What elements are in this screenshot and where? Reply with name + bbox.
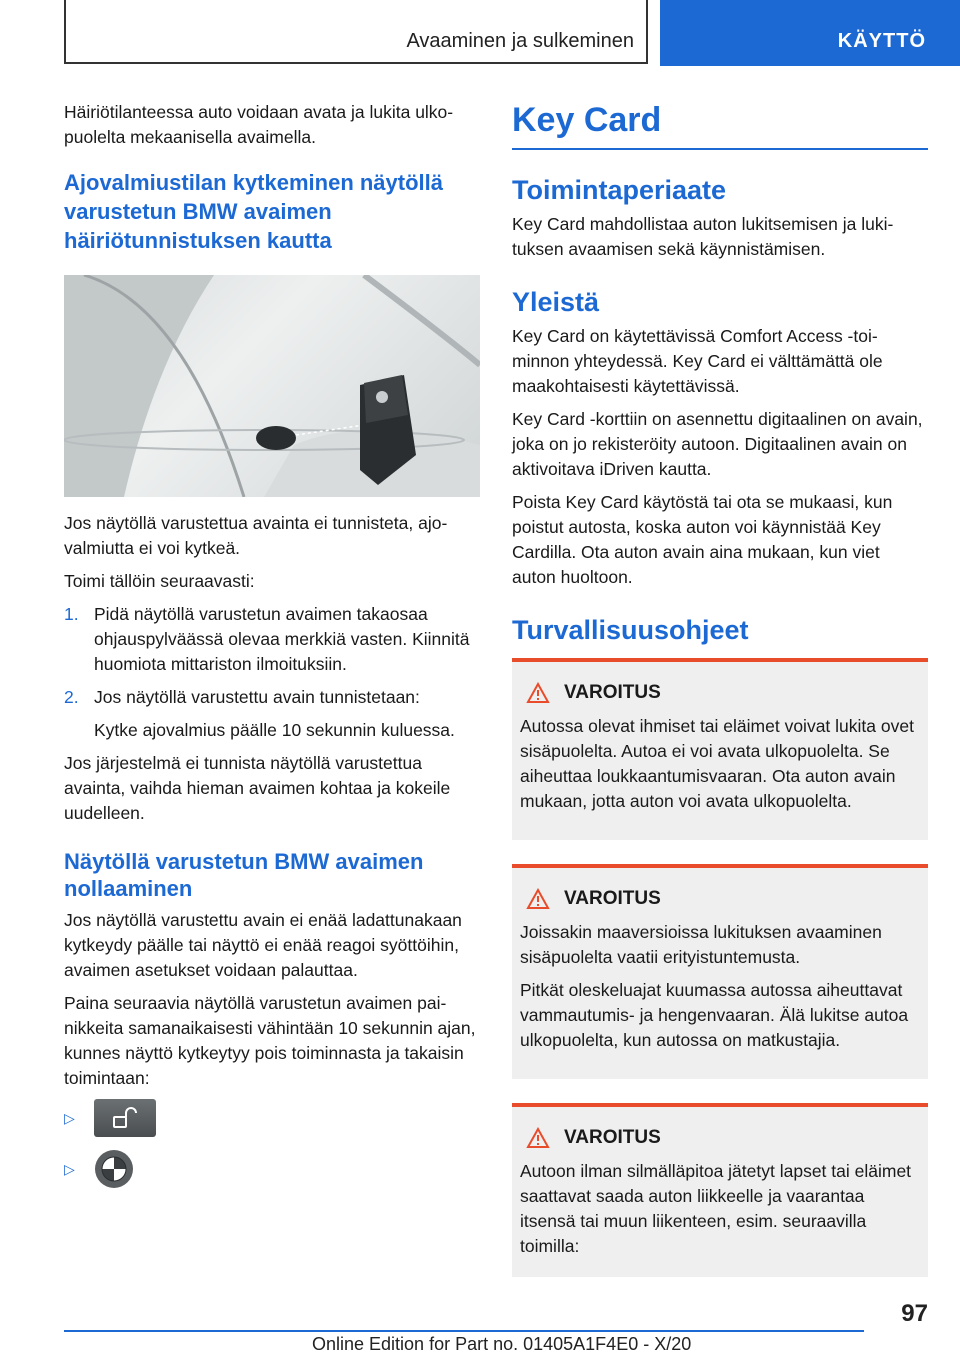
reset-paragraph-1: Jos näytöllä varustettu avain ei enää ladattunakaan kytkeydy päälle tai näyttö ei enää reagoi syöttöihin, avaimen asetukset voidaan palauttaa.	[64, 910, 462, 980]
warning-title: VAROITUS	[564, 682, 661, 703]
bullet-marker: ▷	[64, 1109, 75, 1126]
section-tab	[660, 0, 960, 66]
step2-subtext: Kytke ajovalmius päälle 10 sekunnin kuluessa.	[94, 720, 455, 740]
reset-paragraph-2: Paina seuraavia näytöllä varustetun avaimen painikkeita samanaikaisesti vähintään 10 sekunnin ajan, kunnes näyttö kytkeytyy pois toiminnasta ja takaisin toimintaan:	[64, 993, 476, 1088]
principle-paragraph: Key Card mahdollistaa auton lukitsemisen ja lukituksen avaamisen sekä käynnistämisen.	[512, 214, 894, 259]
warning-box	[512, 1103, 928, 1277]
chapter-title: Avaaminen ja sulkeminen	[406, 30, 634, 52]
steps-list	[64, 602, 480, 710]
then-paragraph: Toimi tällöin seuraavasti:	[64, 571, 255, 591]
bullet-unlock-button	[64, 1099, 480, 1137]
list-item: 2. Jos näytöllä varustettu avain tunnistetaan:	[64, 687, 420, 707]
not-recognized-paragraph: Jos näytöllä varustettua avainta ei tunnisteta, ajovalmiutta ei voi kytkeä.	[64, 513, 448, 558]
steering-column-photo	[64, 275, 480, 497]
warning-title: VAROITUS	[564, 1127, 661, 1148]
heading-general: Yleistä	[512, 287, 600, 317]
warning-header	[526, 682, 920, 704]
warning-box	[512, 658, 928, 840]
heading-key-card: Key Card	[512, 100, 928, 150]
footer-edition: Online Edition for Part no. 01405A1F4E0 - X/20	[312, 1334, 692, 1354]
warning-header	[526, 1127, 920, 1149]
bullet-marker: ▷	[64, 1160, 75, 1177]
warning-triangle-icon	[526, 888, 550, 910]
warning-text: Joissakin maaversioissa lukituksen avaaminen sisäpuolelta vaatii erityistuntemusta.	[520, 922, 882, 967]
heading-principle: Toimintaperiaate	[512, 175, 727, 205]
footer-divider	[64, 1330, 864, 1332]
warning-text: Autossa olevat ihmiset tai eläimet voivat lukita ovet sisäpuolelta. Autoa ei voi avata ulkopuolelta. Se aiheuttaa loukkaantumisvaaran. Ota auton avain mukaan, jotta auton voi avata ulkopuolelta.	[520, 716, 914, 811]
heading-activate: Ajovalmiustilan kytkeminen näytöllä varustetun BMW avaimen häiriötunnistuksen kautta	[64, 170, 444, 253]
header-box	[64, 0, 648, 64]
warning-triangle-icon	[526, 1127, 550, 1149]
warning-triangle-icon	[526, 682, 550, 704]
page-header	[0, 0, 960, 68]
retry-paragraph: Jos järjestelmä ei tunnista näytöllä varustettua avainta, vaihda hieman avaimen kohtaa ja kokeile uudelleen.	[64, 753, 451, 823]
heading-safety: Turvallisuusohjeet	[512, 615, 749, 645]
bullet-bmw-button	[64, 1149, 480, 1189]
warning-text: Pitkät oleskeluajat kuumassa autossa aiheuttavat vammautumis- ja hengenvaaran. Älä lukitse autoa ulkopuolelta, kun autossa on matkustajia.	[520, 980, 909, 1050]
general-paragraph-3: Poista Key Card käytöstä tai ota se mukaasi, kun poistut autosta, koska auton voi käynnistää Key Cardilla. Ota auton avain aina mukaan, kun viet auton huoltoon.	[512, 492, 893, 587]
intro-paragraph: Häiriötilanteessa auto voidaan avata ja lukita ulkopuolelta mekaanisella avaimella.	[64, 102, 454, 147]
left-column	[64, 100, 480, 1201]
heading-reset: Näytöllä varustetun BMW avaimen nollaaminen	[64, 849, 424, 901]
list-item: 1. Pidä näytöllä varustetun avaimen takaosaa ohjauspylväässä olevaa merkkiä vasten. Kiinnitä huomiota mittariston ilmoituksiin.	[64, 604, 470, 674]
bmw-logo-icon	[94, 1149, 134, 1189]
warning-header	[526, 888, 920, 910]
unlock-icon	[94, 1099, 156, 1137]
warning-text: Autoon ilman silmälläpitoa jätetyt lapset tai eläimet saattavat saada auton liikkeelle ja vaarantaa itsensä tai muun liikenteen, esim. seuraavilla toimilla:	[520, 1161, 912, 1256]
right-column	[512, 100, 928, 1277]
section-label: KÄYTTÖ	[837, 30, 926, 52]
warning-box	[512, 864, 928, 1079]
page-number: 97	[901, 1300, 928, 1327]
general-paragraph-1: Key Card on käytettävissä Comfort Access -toiminnon yhteydessä. Key Card ei välttämättä ole maakohtaisesti käytettävissä.	[512, 326, 883, 396]
warning-title: VAROITUS	[564, 888, 661, 909]
general-paragraph-2: Key Card -korttiin on asennettu digitaalinen on avain, joka on jo rekisteröity autoon. Digitaalinen avain on aktivoitava iDriven kautta.	[512, 409, 923, 479]
